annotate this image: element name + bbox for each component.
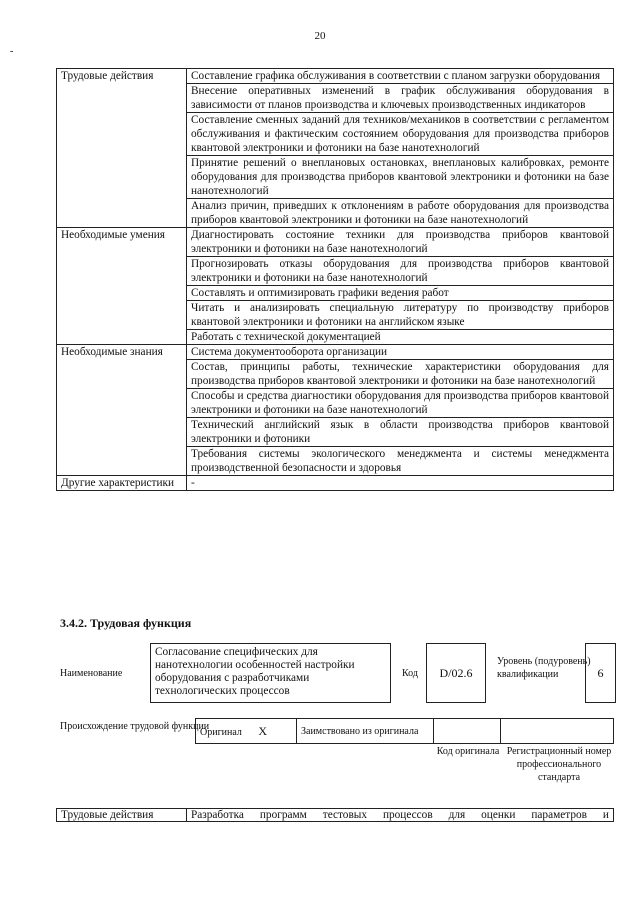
knowledge-item: Система документооборота организации [187,345,614,360]
origin-table [195,718,614,744]
word: и [602,809,609,821]
word: параметров [531,809,587,821]
name-label: Наименование [60,668,123,679]
bottom-labor-actions-label: Трудовые действия [57,809,187,822]
borrowed-label: Заимствовано из оригинала [297,719,434,744]
origin-label: Происхождение трудовой функции [60,721,210,732]
word: оценки [481,809,516,821]
labor-action-item: Внесение оперативных изменений в график обслуживания оборудования в зависимости от планов производства и ключевых производственных индикаторов [187,84,614,113]
level-value-box: 6 [585,643,616,703]
reg-number-cell [501,719,614,744]
margin-mark: - [10,46,14,57]
knowledge-item: Требования системы экологического менеджмента и системы менеджмента производственной безопасности и здоровья [187,447,614,476]
original-label: Оригинал [200,726,242,738]
code-value-box: D/02.6 [426,643,486,703]
knowledge-item: Состав, принципы работы, технические характеристики оборудования для производства приборов квантовой электроники и фотоники на базе нанотехнологий [187,360,614,389]
word: Разработка [191,809,244,821]
level-label: Уровень (подуровень) квалификации [497,656,591,680]
code-original-label: Код оригинала [436,746,500,757]
requirements-table [56,68,614,491]
other-characteristics-value: - [187,476,614,491]
labor-action-item: Составление сменных заданий для техников/механиков в соответствии с регламентом обслуживания и фактическим состоянием оборудования для производства приборов квантовой электроники и фотоники на базе нанотехнологий [187,113,614,156]
word: процессов [382,809,433,821]
word: программ [259,809,307,821]
skill-item: Составлять и оптимизировать графики ведения работ [187,286,614,301]
knowledge-label: Необходимые знания [57,345,187,476]
function-name-box: Согласование специфических для нанотехнологии особенностей настройки оборудования с разработчиками технологических процессов [150,643,391,703]
word: для [448,809,466,821]
next-table [56,808,614,822]
skill-item: Диагностировать состояние техники для производства приборов квантовой электроники и фотоники на базе нанотехнологий [187,228,614,257]
bottom-first-action [187,809,614,822]
word: тестовых [322,809,368,821]
knowledge-item: Способы и средства диагностики оборудования для производства приборов квантовой электроники и фотоники на базе нанотехнологий [187,389,614,418]
skill-item: Работать с технической документацией [187,330,614,345]
code-label: Код [402,668,418,679]
labor-actions-label: Трудовые действия [57,69,187,228]
skills-label: Необходимые умения [57,228,187,345]
labor-action-item: Анализ причин, приведших к отклонениям в работе оборудования для производства приборов квантовой электроники и фотоники на базе нанотехнологий [187,199,614,228]
labor-action-item: Принятие решений о внеплановых остановках, внеплановых калибровках, ремонте оборудования для производства приборов квантовой электроники и фотоники на базе нанотехнологий [187,156,614,199]
page-number: 20 [314,30,326,42]
section-title: 3.4.2. Трудовая функция [60,616,192,630]
other-characteristics-label: Другие характеристики [57,476,187,491]
original-checkmark: X [258,723,268,738]
reg-number-label: Регистрационный номер профессионального стандарта [506,746,612,783]
skill-item: Читать и анализировать специальную литературу по производству приборов квантовой электроники и фотоники на английском языке [187,301,614,330]
labor-action-item: Составление графика обслуживания в соответствии с планом загрузки оборудования [187,69,614,84]
code-original-cell [434,719,501,744]
skill-item: Прогнозировать отказы оборудования для производства приборов квантовой электроники и фотоники на базе нанотехнологий [187,257,614,286]
knowledge-item: Технический английский язык в области производства приборов квантовой электроники и фотоники [187,418,614,447]
